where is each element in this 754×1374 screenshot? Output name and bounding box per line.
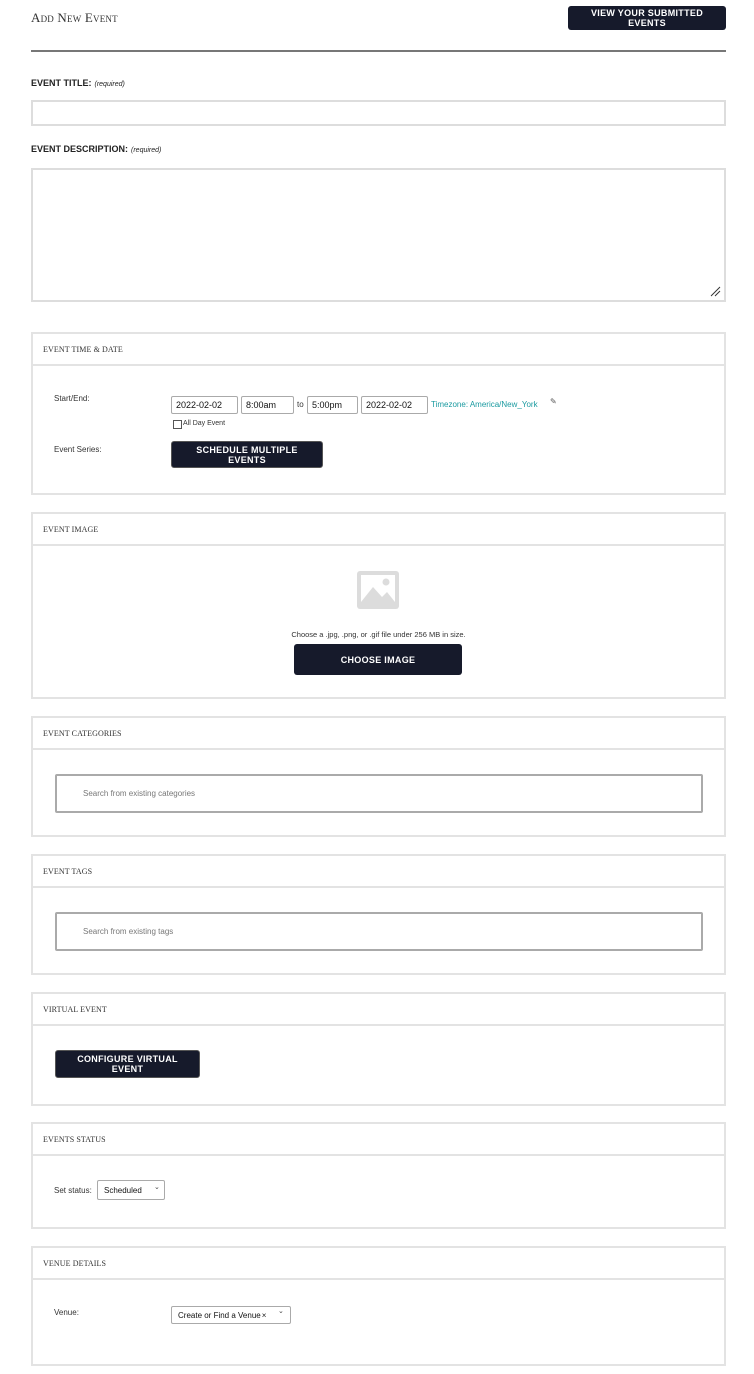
view-submitted-events-button[interactable]: VIEW YOUR SUBMITTED EVENTS — [568, 6, 726, 30]
title-divider — [31, 50, 726, 52]
to-text: to — [297, 400, 304, 409]
chevron-down-icon: ⌄ — [278, 1308, 284, 1315]
choose-image-button[interactable]: CHOOSE IMAGE — [294, 644, 462, 675]
events-status-panel — [31, 1122, 726, 1229]
venue-details-panel — [31, 1246, 726, 1366]
event-title-label — [31, 78, 125, 88]
event-image-heading: EVENT IMAGE — [33, 514, 724, 546]
start-end-label: Start/End: — [54, 394, 90, 403]
event-description-label — [31, 144, 161, 154]
page-title: Add New Event — [31, 10, 118, 25]
event-categories-heading: EVENT CATEGORIES — [33, 718, 724, 750]
chevron-down-icon: ⌄ — [154, 1184, 160, 1191]
venue-label: Venue: — [54, 1308, 79, 1317]
categories-search-input[interactable]: Search from existing categories — [55, 774, 703, 813]
status-select-value: Scheduled — [104, 1185, 142, 1195]
end-date-input[interactable]: 2022-02-02 — [361, 396, 428, 414]
event-image-panel — [31, 512, 726, 699]
timezone-link[interactable]: Timezone: America/New_York — [431, 400, 538, 409]
venue-select[interactable] — [171, 1306, 291, 1324]
all-day-label: All Day Event — [183, 420, 226, 427]
image-placeholder-icon — [356, 570, 400, 610]
event-title-input[interactable] — [31, 100, 726, 126]
time-date-panel — [31, 332, 726, 495]
image-hint: Choose a .jpg, .png, or .gif file under 256 MB in size. — [291, 630, 466, 639]
event-title-required: (required) — [94, 81, 125, 88]
end-time-input[interactable]: 5:00pm — [307, 396, 358, 414]
event-series-label: Event Series: — [54, 445, 102, 454]
start-date-input[interactable]: 2022-02-02 — [171, 396, 238, 414]
set-status-label: Set status: — [54, 1186, 92, 1195]
tags-search-input[interactable]: Search from existing tags — [55, 912, 703, 951]
event-description-required: (required) — [131, 147, 162, 154]
event-tags-heading: EVENT TAGS — [33, 856, 724, 888]
event-description-textarea[interactable] — [31, 168, 726, 302]
virtual-event-heading: VIRTUAL EVENT — [33, 994, 724, 1026]
virtual-event-panel — [31, 992, 726, 1106]
schedule-multiple-events-button[interactable]: SCHEDULE MULTIPLE EVENTS — [171, 441, 323, 468]
event-tags-panel — [31, 854, 726, 975]
time-date-heading: EVENT TIME & DATE — [33, 334, 724, 366]
configure-virtual-event-button[interactable]: CONFIGURE VIRTUAL EVENT — [55, 1050, 200, 1078]
event-description-label-text: EVENT DESCRIPTION: — [31, 144, 129, 154]
pencil-icon[interactable]: ✎ — [550, 397, 557, 406]
resize-grip-icon[interactable] — [709, 285, 721, 297]
venue-select-value: Create or Find a Venue — [178, 1310, 261, 1320]
clear-venue-icon[interactable]: × — [261, 1310, 267, 1320]
all-day-checkbox[interactable] — [173, 420, 182, 429]
event-categories-panel — [31, 716, 726, 837]
venue-details-heading: VENUE DETAILS — [33, 1248, 724, 1280]
events-status-heading: EVENTS STATUS — [33, 1124, 724, 1156]
start-time-input[interactable]: 8:00am — [241, 396, 294, 414]
event-title-label-text: EVENT TITLE: — [31, 78, 92, 88]
